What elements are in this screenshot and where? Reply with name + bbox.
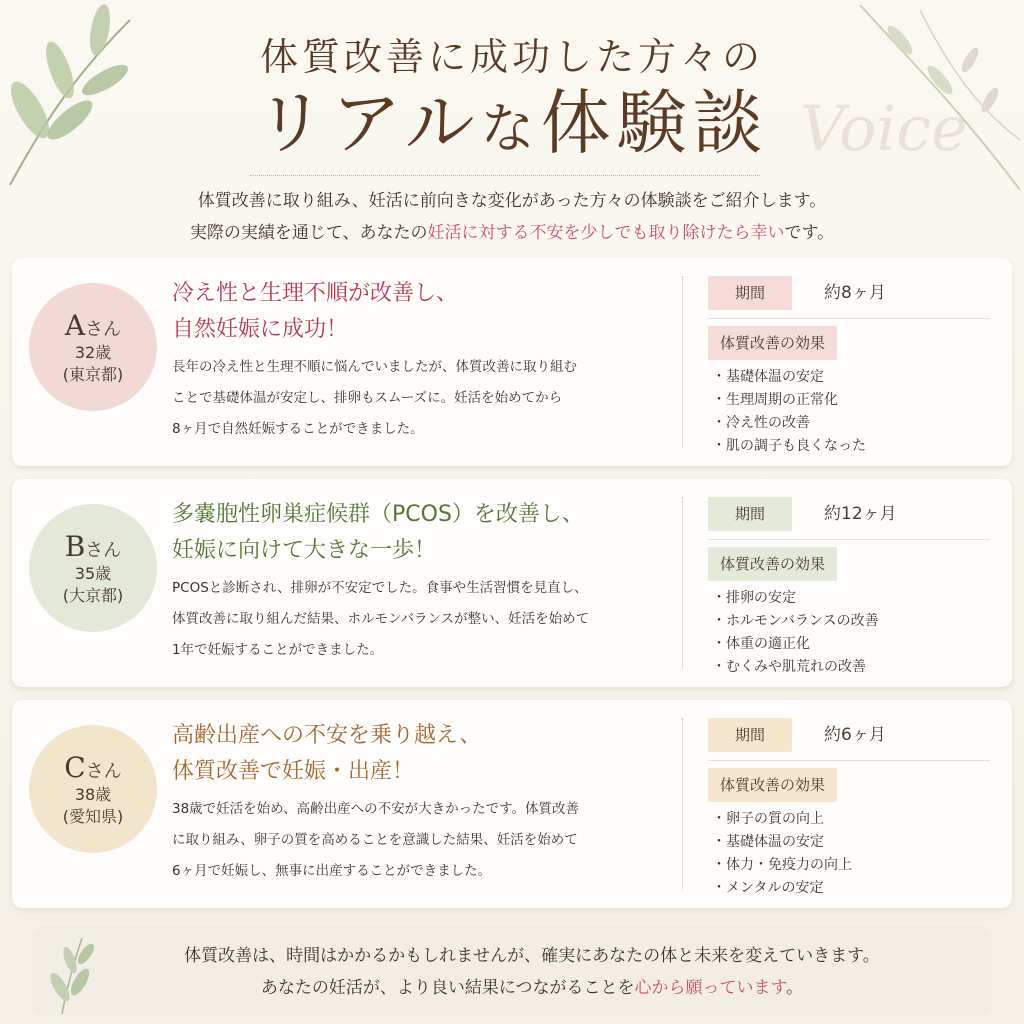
avatar-circle [29, 725, 157, 853]
case-age: 32歳 [74, 343, 112, 362]
intro-line2-post: です。 [784, 223, 835, 243]
headline-line2: 自然妊娠に成功！ [172, 317, 349, 342]
case-body [172, 352, 672, 445]
footer-line1: 体質改善は、時間はかかるかもしれませんが、確実にあなたの体と未来を変えていきます。 [184, 946, 880, 966]
headline-line2: 妊娠に向けて大きな一歩！ [172, 538, 437, 563]
case-initial: B [64, 530, 86, 563]
title-line2 [0, 82, 1024, 164]
period-label: 期間 [708, 276, 792, 310]
body-line3: 8ヶ月で自然妊娠することができました。 [172, 421, 424, 437]
case-age: 35歳 [74, 564, 112, 583]
case-body [172, 794, 672, 887]
body-line2: 体質改善に取り組んだ結果、ホルモンバランスが整い、妊活を始めて [172, 611, 590, 627]
footer-line2-highlight: 心から願っています [634, 978, 787, 998]
case-san: さん [85, 540, 122, 561]
effect-list [712, 808, 852, 900]
body-line1: 長年の冷え性と生理不順に悩んでいましたが、体質改善に取り組む [172, 359, 577, 375]
effect-item: ・卵子の質の向上 [712, 811, 824, 827]
effect-item: ・体重の適正化 [712, 636, 810, 652]
case-card-c [12, 700, 1012, 908]
card-separator [682, 276, 683, 448]
body-line2: ことで基礎体温が安定し、排卵もスムーズに。妊活を始めてから [172, 390, 563, 406]
title-taikendan: 体験談 [540, 82, 769, 164]
headline-line1: 高齢出産への不安を乗り越え、 [172, 723, 482, 748]
case-name [29, 530, 157, 563]
effect-item: ・体力・免疫力の向上 [712, 857, 852, 873]
period-divider [708, 760, 990, 761]
case-prefecture: (大京都) [62, 586, 124, 605]
footer-text [92, 940, 972, 1004]
case-body [172, 573, 672, 666]
avatar-circle [29, 504, 157, 632]
effect-list [712, 587, 879, 679]
title-line1: 体質改善に成功した方々の [259, 35, 764, 79]
effect-item: ・排卵の安定 [712, 590, 796, 606]
case-prefecture: (東京都) [62, 365, 124, 384]
intro-text [0, 185, 1024, 249]
effect-item: ・メンタルの安定 [712, 880, 824, 896]
avatar-circle [29, 283, 157, 411]
headline-line2: 体質改善で妊娠・出産！ [172, 759, 415, 784]
body-line1: 38歳で妊活を始め、高齢出産への不安が大きかったです。体質改善 [172, 801, 580, 817]
effect-label: 体質改善の効果 [708, 768, 837, 802]
period-value: 約12ヶ月 [824, 504, 897, 524]
footer-line2-post: 。 [786, 978, 804, 998]
case-san: さん [85, 319, 122, 340]
card-separator [682, 497, 683, 669]
effect-item: ・肌の調子も良くなった [712, 438, 866, 454]
body-line3: 6ヶ月で妊娠し、無事に出産することができました。 [172, 863, 492, 879]
case-headline [172, 718, 481, 790]
headline-line1: 多嚢胞性卵巣症候群（PCOS）を改善し、 [172, 502, 584, 527]
title-real: リアル [255, 82, 481, 164]
period-label: 期間 [708, 497, 792, 531]
intro-line2 [0, 217, 1024, 249]
title-divider [250, 175, 760, 176]
body-line2: に取り組み、卵子の質を高めることを意識した結果、妊活を始めて [172, 832, 578, 848]
case-name [29, 751, 157, 784]
case-card-a [12, 258, 1012, 466]
effect-item: ・むくみや肌荒れの改善 [712, 659, 866, 675]
case-initial: A [64, 309, 86, 342]
intro-line2-highlight: 妊活に対する不安を少しでも取り除けたら幸い [427, 223, 785, 243]
title-na: な [480, 97, 541, 160]
card-separator [682, 718, 683, 890]
effect-label: 体質改善の効果 [708, 326, 837, 360]
voice-watermark: Voice [800, 92, 968, 165]
period-value: 約8ヶ月 [824, 283, 886, 303]
intro-line1: 体質改善に取り組み、妊活に前向きな変化があった方々の体験談をご紹介します。 [197, 191, 827, 211]
case-card-b [12, 479, 1012, 687]
period-label: 期間 [708, 718, 792, 752]
effect-item: ・基礎体温の安定 [712, 369, 824, 385]
case-initial: C [64, 751, 86, 784]
effect-item: ・ホルモンバランスの改善 [712, 613, 879, 629]
effect-item: ・基礎体温の安定 [712, 834, 824, 850]
intro-line2-pre: 実際の実績を通じて、あなたの [189, 223, 428, 243]
page-header [0, 18, 1024, 162]
effect-item: ・冷え性の改善 [712, 415, 810, 431]
case-name [29, 309, 157, 342]
footer-message [32, 926, 992, 1016]
case-headline [172, 497, 584, 569]
period-divider [708, 539, 990, 540]
case-age: 38歳 [74, 785, 112, 804]
footer-line2 [92, 972, 972, 1004]
case-prefecture: (愛知県) [62, 807, 124, 826]
footer-line2-pre: あなたの妊活が、より良い結果につながることを [260, 978, 635, 998]
case-san: さん [85, 761, 122, 782]
period-value: 約6ヶ月 [824, 725, 886, 745]
case-headline [172, 276, 458, 348]
effect-label: 体質改善の効果 [708, 547, 837, 581]
body-line3: 1年で妊娠することができました。 [172, 642, 384, 658]
headline-line1: 冷え性と生理不順が改善し、 [172, 281, 459, 306]
effect-item: ・生理周期の正常化 [712, 392, 838, 408]
effect-list [712, 366, 866, 458]
period-divider [708, 318, 990, 319]
body-line1: PCOSと診断され、排卵が不安定でした。食事や生活習慣を見直し、 [172, 580, 588, 596]
